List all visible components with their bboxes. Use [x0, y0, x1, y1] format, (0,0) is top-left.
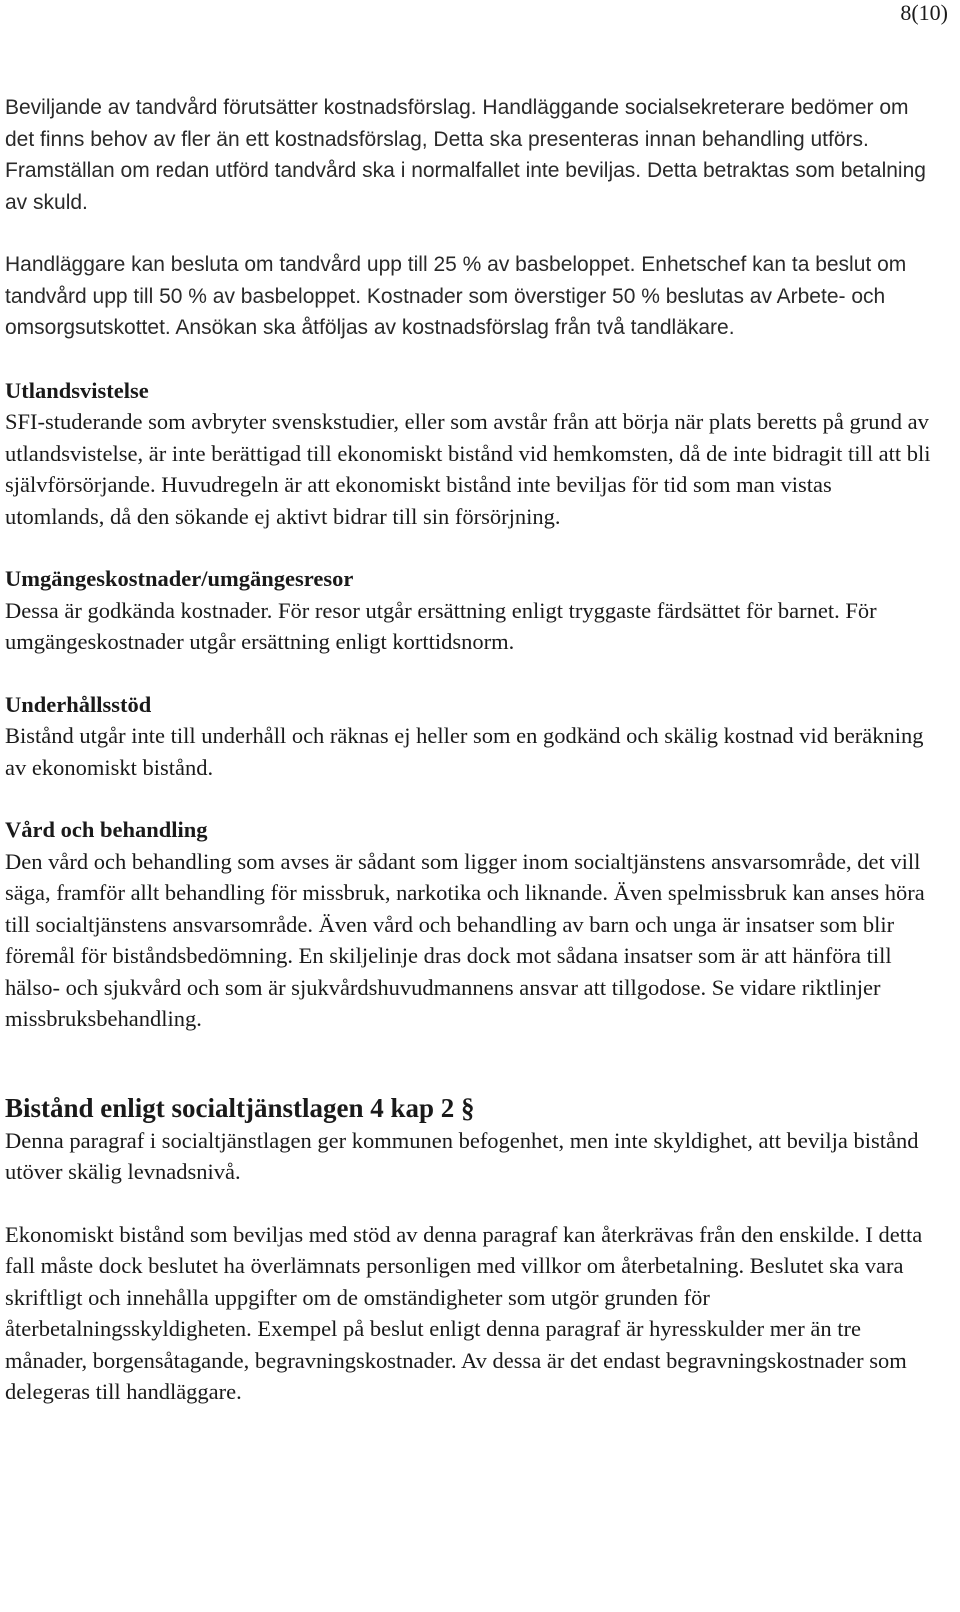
- paragraph-dental-decision-limits: Handläggare kan besluta om tandvård upp till 25 % av basbeloppet. Enhetschef kan ta beslut om tandvård upp till 50 % av basbeloppet. Kostnader som överstiger 50 % beslutas av Arbete- och omsorgsutskottet. Ansökan ska åtföljas av kostnadsförslag från två tandläkare.: [5, 253, 907, 339]
- main-paragraph-aterkrav: Ekonomiskt bistånd som beviljas med stöd av denna paragraf kan återkrävas från den enskilde. I detta fall måste dock beslutet ha överlämnats personligen med villkor om återbetalning. Beslutet ska vara skriftligt och innehålla uppgifter om de omständigheter som utgör grunden för återbetalningsskyldigheten. Exempel på beslut enligt denna paragraf är hyresskulder mer än tre månader, borgensåtagande, begravningskostnader. Av dessa är det endast begravningskostnader som delegeras till handläggare.: [5, 1221, 923, 1404]
- main-heading-bistand-4-kap-2: Bistånd enligt socialtjänstlagen 4 kap 2 §: [5, 1092, 475, 1123]
- section-body-underhallsstod: Bistånd utgår inte till underhåll och räknas ej heller som en godkänd och skälig kostnad vid beräkning av ekonomiskt bistånd.: [5, 723, 924, 780]
- section-body-umgangeskostnader: Dessa är godkända kostnader. För resor utgår ersättning enligt tryggaste färdsättet för barnet. För umgängeskostnader utgår ersättning enligt korttidsnorm.: [5, 597, 877, 654]
- section-body-vard-och-behandling: Den vård och behandling som avses är sådant som ligger inom socialtjänstens ansvarsområde, det vill säga, framför allt behandling för missbruk, narkotika och liknande. Även spelmissbruk kan anses höra till socialtjänstens ansvarsområde. Även vård och behandling av barn och unga är insatser som blir föremål för biståndsbedömning. En skiljelinje dras dock mot sådana insatser som är att hänföra till hälso- och sjukvård och som är sjukvårdshuvudmannens ansvar att tillgodose. Se vidare riktlinjer missbruksbehandling.: [5, 848, 925, 1031]
- section-heading-umgangeskostnader: Umgängeskostnader/umgängesresor: [5, 566, 354, 591]
- section-heading-vard-och-behandling: Vård och behandling: [5, 817, 208, 842]
- page-number: 8(10): [900, 0, 948, 25]
- paragraph-dental-cost-estimate: Beviljande av tandvård förutsätter kostnadsförslag. Handläggande socialsekreterare bedömer om det finns behov av fler än ett kostnadsförslag, Detta ska presenteras innan behandling utförs. Framställan om redan utförd tandvård ska i normalfallet inte beviljas. Detta betraktas som betalning av skuld.: [5, 96, 926, 214]
- section-heading-utlandsvistelse: Utlandsvistelse: [5, 377, 149, 403]
- document-body: [5, 92, 935, 1408]
- main-paragraph-befogenhet: Denna paragraf i socialtjänstlagen ger kommunen befogenhet, men inte skyldighet, att bevilja bistånd utöver skälig levnadsnivå.: [5, 1127, 919, 1184]
- section-heading-underhallsstod: Underhållsstöd: [5, 691, 152, 717]
- section-body-utlandsvistelse: SFI-studerande som avbryter svenskstudier, eller som avstår från att börja när plats beretts på grund av utlandsvistelse, är inte berättigad till ekonomiskt bistånd vid hemkomsten, då de inte bidragit till att bli självförsörjande. Huvudregeln är att ekonomiskt bistånd inte beviljas för tid som man vistas utomlands, då den sökande ej aktivt bidrar till sin försörjning.: [5, 409, 931, 529]
